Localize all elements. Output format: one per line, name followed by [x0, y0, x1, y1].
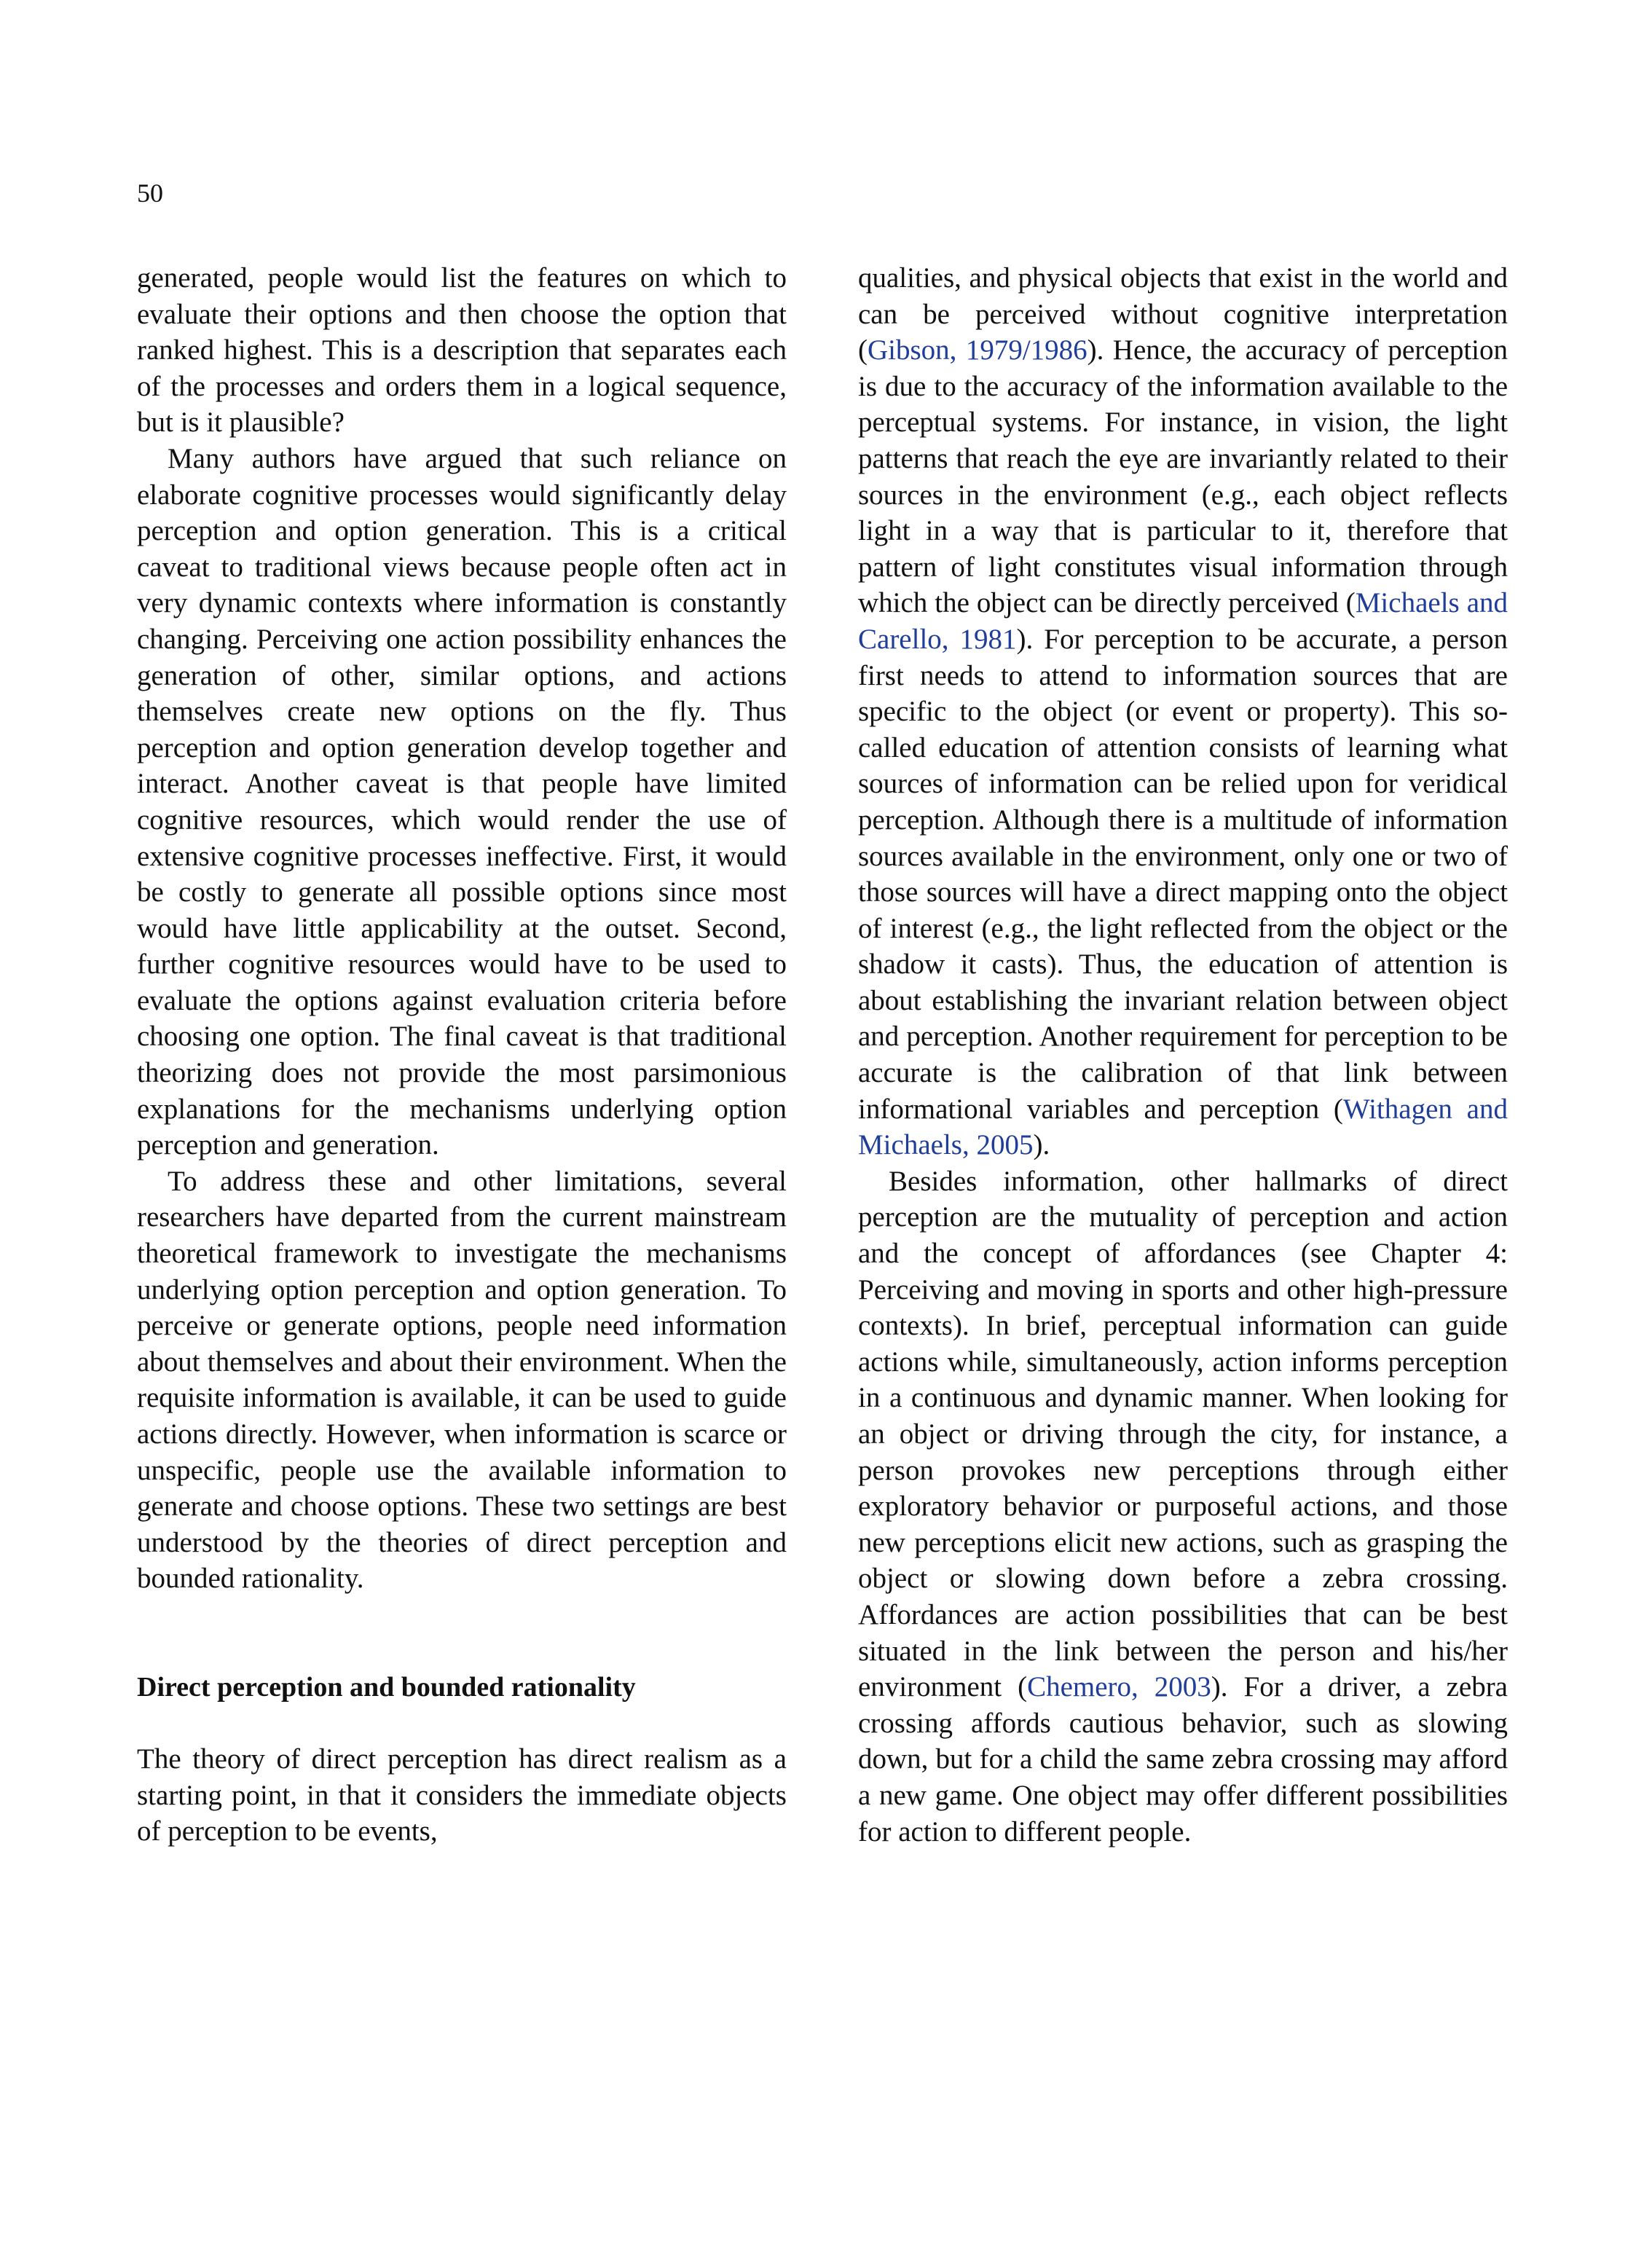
citation-chemero[interactable]: Chemero, 2003 — [1027, 1671, 1211, 1703]
page-number: 50 — [137, 178, 163, 208]
citation-withagen-michaels[interactable]: Withagen and Michaels, 2005 — [858, 1093, 1508, 1161]
section-heading: Direct perception and bounded rationality — [137, 1671, 636, 1703]
left-column — [137, 260, 787, 1850]
paragraph-6-text-b: ). For a driver, a zebra crossing affords cautious behavior, such as slowing down, but for a child the same zebra crossing may afford a new game. One object may offer different possibilities for action to different people. — [858, 1671, 1508, 1847]
paragraph-2: Many authors have argued that such reliance on elaborate cognitive processes would significantly delay perception and option generation. This is a critical caveat to traditional views because people often act in very dynamic contexts where information is constantly changing. Perceiving one action possibility enhances the generation of other, similar options, and actions themselves create new options on the fly. Thus perception and option generation develop together and interact. Another caveat is that people have limited cognitive resources, which would render the use of extensive cognitive processes ineffective. First, it would be costly to generate all possible options since most would have little applicability at the outset. Second, further cognitive resources would have to be used to evaluate the options against evaluation criteria before choosing one option. The final caveat is that traditional theorizing does not provide the most parsimonious explanations for the mechanisms underlying option perception and generation. — [137, 442, 787, 1161]
paragraph-5-text-d: ). — [1033, 1129, 1050, 1161]
citation-michaels-carello[interactable]: Michaels and Carello, 1981 — [858, 587, 1509, 655]
citation-gibson[interactable]: Gibson, 1979/1986 — [868, 334, 1087, 366]
paragraph-1: generated, people would list the features on which to evaluate their options and then choose the option that ranked highest. This is a description that separates each of the processes and orders them in a logical sequence, but is it plausible? — [137, 262, 787, 439]
paragraph-5-text-c: ). For perception to be accurate, a person first needs to attend to information sources that are specific to the object (or event or property). This so-called education of attention consists of learning what sources of information can be relied upon for veridical perception. Although there is a multitude of information sources available in the environment, only one or two of those sources will have a direct mapping onto the object of interest (e.g., the light reflected from the object or the shadow it casts). Thus, the education of attention is about establishing the invariant relation between object and perception. Another requirement for perception to be accurate is the calibration of that link between informational variables and perception ( — [858, 623, 1508, 1125]
paragraph-4: The theory of direct perception has direct realism as a starting point, in that it considers the immediate objects of perception to be events, — [137, 1743, 787, 1847]
paragraph-3: To address these and other limitations, several researchers have departed from the current mainstream theoretical framework to investigate the mechanisms underlying option perception and option generation. To perceive or generate options, people need information about themselves and about their environment. When the requisite information is available, it can be used to guide actions directly. However, when information is scarce or unspecific, people use the available information to generate and choose options. These two settings are best understood by the theories of direct perception and bounded rationality. — [137, 1165, 787, 1595]
right-column — [858, 260, 1508, 1850]
paragraph-6-text-a: Besides information, other hallmarks of direct perception are the mutuality of perception and action and the concept of affordances (see Chapter 4: Perceiving and moving in sports and other high-pressure contexts). In brief, perceptual information can guide actions while, simultaneously, action informs perception in a continuous and dynamic manner. When looking for an object or driving through the city, for instance, a person provokes new perceptions through either exploratory behavior or purposeful actions, and those new perceptions elicit new actions, such as grasping the object or slowing down before a zebra crossing. Affordances are action possibilities that can be best situated in the link between the person and his/her environment ( — [858, 1165, 1508, 1703]
paragraph-5-text-b: ). Hence, the accuracy of perception is due to the accuracy of the information available to the perceptual systems. For instance, in vision, the light patterns that reach the eye are invariantly related to their sources in the environment (e.g., each object reflects light in a way that is particular to it, therefore that pattern of light constitutes visual information through which the object can be directly perceived ( — [858, 334, 1509, 619]
paragraph-5 — [858, 260, 1508, 1163]
paragraph-6 — [858, 1163, 1508, 1850]
paragraph-5-text-a: qualities, and physical objects that exist in the world and can be perceived without cognitive interpretation ( — [858, 262, 1508, 366]
